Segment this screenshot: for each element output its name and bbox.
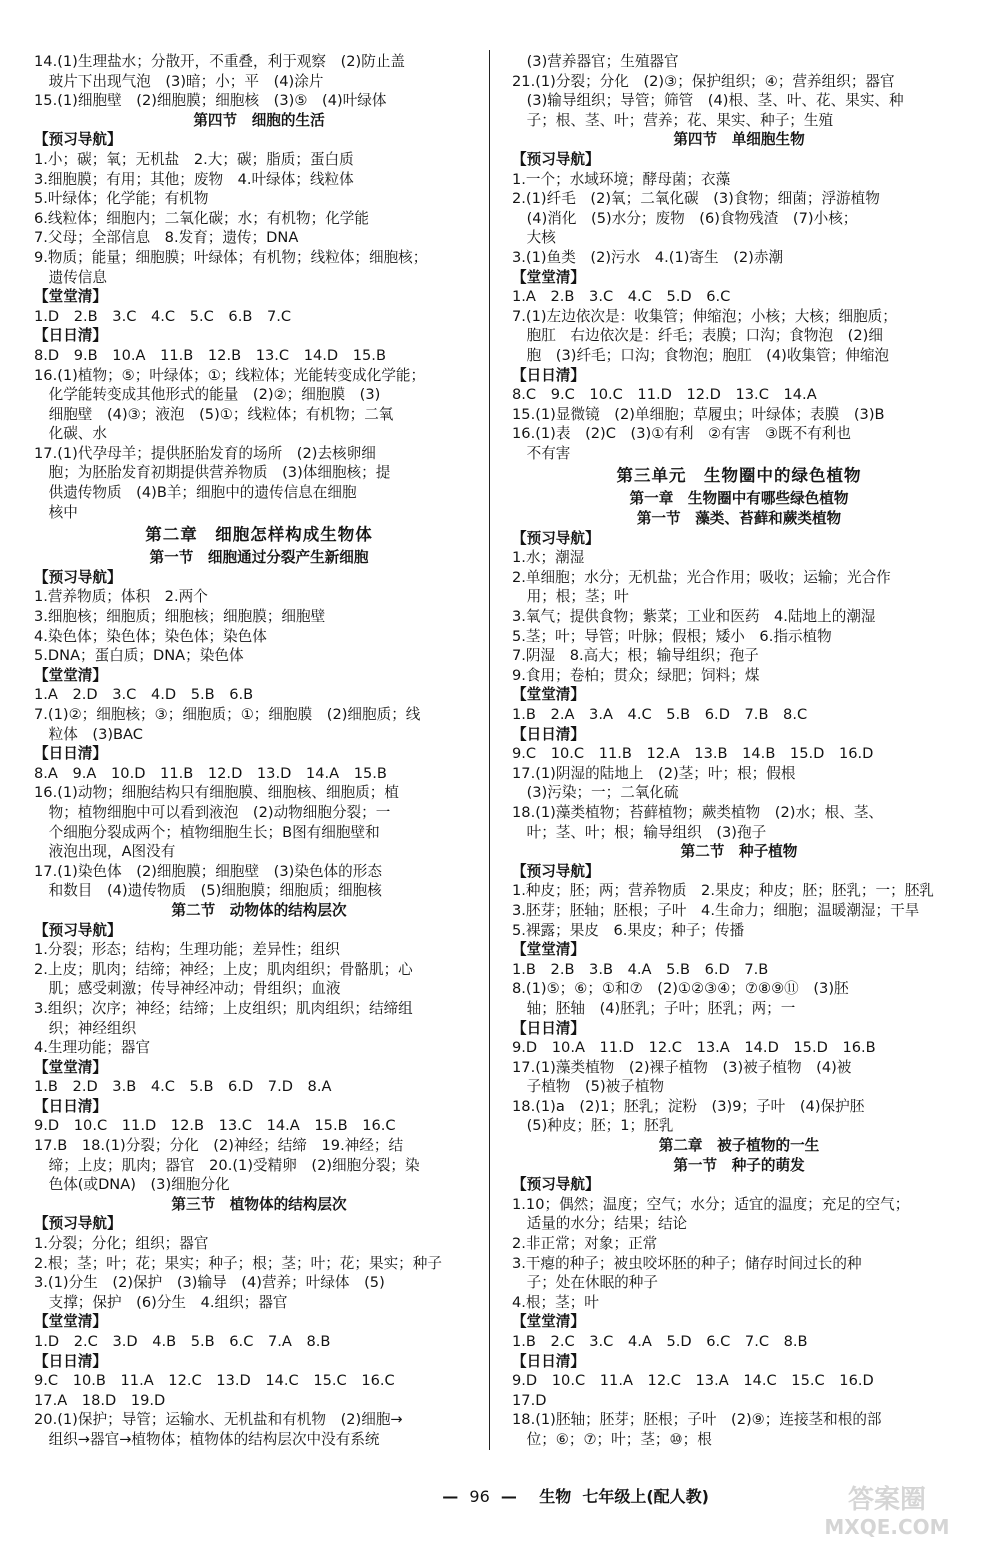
answer-line: 3.干瘪的种子；被虫咬坏胚的种子；储存时间过长的种 <box>512 1254 862 1272</box>
answer-line: 6.线粒体；细胞内；二氧化碳；水；有机物；化学能 <box>34 209 369 227</box>
subsection-label: 【预习导航】 <box>512 862 600 880</box>
answer-line: 3.组织；次序；神经；结缔；上皮组织；肌肉组织；结缔组 <box>34 999 413 1017</box>
answer-line: 胞肛 右边依次是：纤毛；表膜；口沟；食物泡 (2)细 <box>512 327 883 345</box>
answer-line: 7.(1)左边依次是：收集管；伸缩泡；小核；大核；细胞质； <box>512 307 897 325</box>
answer-line: 16.(1)表 (2)C (3)①有利 ②有害 ③既不有利也 <box>512 425 851 443</box>
answer-line: 和数目 (4)遗传物质 (5)细胞膜；细胞质；细胞核 <box>34 882 382 900</box>
subsection-label: 【堂堂清】 <box>512 941 585 959</box>
section-heading: 第一节 细胞通过分裂产生新细胞 <box>149 549 369 567</box>
subsection-label: 【日日清】 <box>512 1019 585 1037</box>
answer-line: 1.10；偶然；温度；空气；水分；适宜的温度；充足的空气； <box>512 1195 910 1213</box>
answer-line: 用；根；茎；叶 <box>512 588 629 606</box>
answer-line: 3.细胞膜；有用；其他；废物 4.叶绿体；线粒体 <box>34 170 354 188</box>
subsection-label: 【日日清】 <box>512 366 585 384</box>
answer-line: 4.染色体；染色体；染色体；染色体 <box>34 627 267 645</box>
answer-line: 9.D 10.C 11.D 12.B 13.C 14.A 15.B 16.C <box>34 1117 396 1135</box>
answer-line: 1.一个；水域环境；酵母菌；衣藻 <box>512 170 731 188</box>
section-heading: 第三节 植物体的结构层次 <box>171 1195 347 1213</box>
answer-line: 胞；为胚胎发育初期提供营养物质 (3)体细胞核；提 <box>34 464 391 482</box>
answer-line: 9.物质；能量；细胞膜；叶绿体；有机物；线粒体；细胞核； <box>34 248 428 266</box>
answer-line: 1.B 2.A 3.A 4.C 5.B 6.D 7.B 8.C <box>512 706 808 723</box>
answer-line: 胞 (3)纤毛；口沟；食物泡；胞肛 (4)收集管；伸缩泡 <box>512 346 890 364</box>
answer-line: 17.(1)代孕母羊；提供胚胎发育的场所 (2)去核卵细 <box>34 444 376 462</box>
answer-line: 供遗传物质 (4)B羊；细胞中的遗传信息在细胞 <box>34 484 357 502</box>
subsection-label: 【堂堂清】 <box>512 1313 585 1331</box>
subsection-label: 【日日清】 <box>34 1352 107 1370</box>
subsection-label: 【预习导航】 <box>34 131 122 149</box>
section-heading: 第二节 动物体的结构层次 <box>171 901 347 919</box>
answer-line: 液泡出现，A图没有 <box>34 843 176 861</box>
subsection-label: 【预习导航】 <box>512 529 600 547</box>
answer-line: 1.D 2.B 3.C 4.C 5.C 6.B 7.C <box>34 307 292 325</box>
answer-line: 5.DNA；蛋白质；DNA；染色体 <box>34 647 244 665</box>
answer-line: 17.(1)阴湿的陆地上 (2)茎；叶；根；假根 <box>512 764 796 782</box>
section-heading: 第一章 生物圈中有哪些绿色植物 <box>629 490 849 508</box>
right-column <box>512 52 966 1450</box>
answer-line: 9.D 10.A 11.D 12.C 13.A 14.D 15.D 16.B <box>512 1039 876 1057</box>
section-heading: 第一节 种子的萌发 <box>673 1156 805 1174</box>
section-heading: 第二章 细胞怎样构成生物体 <box>145 525 373 545</box>
answer-line: 9.食用；卷柏；贯众；绿肥；饲料；煤 <box>512 666 760 684</box>
answer-line: 5.茎；叶；导管；叶脉；假根；矮小 6.指示植物 <box>512 627 832 645</box>
answer-line: 16.(1)动物；细胞结构只有细胞膜、细胞核、细胞质；植 <box>34 784 399 802</box>
answer-line: 叶；茎、叶；根；输导组织 (3)孢子 <box>512 823 767 841</box>
left-column <box>34 52 484 1450</box>
answer-line: 7.阴湿 8.高大；根；输导组织；孢子 <box>512 647 759 665</box>
answer-line: 8.A 9.A 10.D 11.B 12.D 13.D 14.A 15.B <box>34 764 387 782</box>
answer-line: 缔；上皮；肌肉；器官 20.(1)受精卵 (2)细胞分裂；染 <box>34 1156 420 1174</box>
answer-line: 2.单细胞；水分；无机盐；光合作用；吸收；运输；光合作 <box>512 568 891 586</box>
answer-line: 3.(1)分生 (2)保护 (3)输导 (4)营养；叶绿体 (5) <box>34 1274 385 1292</box>
answer-line: 9.C 10.C 11.B 12.A 13.B 14.B 15.D 16.D <box>512 745 874 763</box>
watermark-text-top: 答案圈 <box>847 1485 927 1515</box>
answer-line: 7.(1)②；细胞核；③；细胞质；①；细胞膜 (2)细胞质；线 <box>34 706 421 723</box>
answer-line: 遗传信息 <box>34 268 107 286</box>
answer-line: (3)输导组织；导管；筛管 (4)根、茎、叶、花、果实、种 <box>512 92 904 110</box>
watermark-text-bottom: MXQE.COM <box>824 1515 950 1539</box>
answer-line: 1.小；碳；氧；无机盐 2.大；碳；脂质；蛋白质 <box>34 150 354 168</box>
answer-line: 2.非正常；对象；正常 <box>512 1235 658 1253</box>
column-divider <box>489 50 490 1450</box>
answer-line: 9.C 10.B 11.A 12.C 13.D 14.C 15.C 16.C <box>34 1372 395 1390</box>
answer-line: 大核 <box>512 229 556 247</box>
answer-line: 适量的水分；结果；结论 <box>512 1215 688 1233</box>
answer-line: 18.(1)a (2)1；胚乳；淀粉 (3)9；子叶 (4)保护胚 <box>512 1097 865 1115</box>
answer-line: 组织→器官→植物体；植物体的结构层次中没有系统 <box>34 1430 380 1448</box>
answer-line: 1.A 2.D 3.C 4.D 5.B 6.B <box>34 686 254 704</box>
answer-line: (5)种皮；胚；1；胚乳 <box>512 1117 674 1135</box>
answer-line: 1.B 2.B 3.B 4.A 5.B 6.D 7.B <box>512 960 769 978</box>
answer-line: 18.(1)胚轴；胚芽；胚根；子叶 (2)⑨；连接茎和根的部 <box>512 1411 882 1429</box>
answer-line: 支撑；保护 (6)分生 4.组织；器官 <box>34 1293 288 1311</box>
section-heading: 第一节 藻类、苔藓和蕨类植物 <box>636 510 842 528</box>
answer-line: 1.D 2.C 3.D 4.B 5.B 6.C 7.A 8.B <box>34 1333 331 1350</box>
answer-line: 1.水；潮湿 <box>512 549 585 567</box>
answer-line: 17.(1)染色体 (2)细胞膜；细胞壁 (3)染色体的形态 <box>34 862 382 880</box>
subsection-label: 【日日清】 <box>34 327 107 345</box>
section-heading: 第四节 细胞的生活 <box>193 111 325 129</box>
subsection-label: 【日日清】 <box>512 1352 585 1370</box>
answer-line: 化碳、水 <box>34 425 107 443</box>
answer-line: 1.A 2.B 3.C 4.C 5.D 6.C <box>512 288 731 306</box>
answer-line: 2.(1)纤毛 (2)氧；二氧化碳 (3)食物；细菌；浮游植物 <box>512 190 880 208</box>
answer-line: 位；⑥；⑦；叶；茎；⑩；根 <box>512 1430 712 1448</box>
answer-line: 2.上皮；肌肉；结缔；神经；上皮；肌肉组织；骨骼肌；心 <box>34 960 413 978</box>
section-heading: 第二节 种子植物 <box>680 843 798 861</box>
footer-subject: 生物 <box>539 1487 572 1506</box>
answer-line: 肌；感受刺激；传导神经冲动；骨组织；血液 <box>34 980 341 998</box>
answer-line: 14.(1)生理盐水；分散开，不重叠，利于观察 (2)防止盖 <box>34 53 406 70</box>
answer-line: 1.种皮；胚；两；营养物质 2.果皮；种皮；胚；胚乳；一；胚乳 <box>512 882 934 900</box>
subsection-label: 【堂堂清】 <box>512 268 585 286</box>
answer-line: 18.(1)藻类植物；苔藓植物；蕨类植物 (2)水；根、茎、 <box>512 803 884 821</box>
answer-line: 3.(1)鱼类 (2)污水 4.(1)寄生 (2)赤潮 <box>512 248 784 266</box>
answer-line: 15.(1)细胞壁 (2)细胞膜；细胞核 (3)⑤ (4)叶绿体 <box>34 92 387 110</box>
answer-line: (3)营养器官；生殖器官 <box>512 53 679 70</box>
subsection-label: 【堂堂清】 <box>34 1058 107 1076</box>
answer-line: 个细胞分裂成两个；植物细胞生长；B图有细胞壁和 <box>34 823 380 841</box>
answer-line: 化学能转变成其他形式的能量 (2)②；细胞膜 (3) <box>34 386 381 404</box>
section-heading: 第三单元 生物圈中的绿色植物 <box>616 466 862 486</box>
answer-line: 3.细胞核；细胞质；细胞核；细胞膜；细胞壁 <box>34 608 326 626</box>
answer-line: 2.根；茎；叶；花；果实；种子；根；茎；叶；花；果实；种子 <box>34 1254 442 1272</box>
subsection-label: 【预习导航】 <box>34 568 122 586</box>
answer-line: 织；神经组织 <box>34 1019 137 1037</box>
watermark-logo <box>792 1478 982 1540</box>
answer-line: 8.D 9.B 10.A 11.B 12.B 13.C 14.D 15.B <box>34 346 386 364</box>
answer-line: 1.营养物质；体积 2.两个 <box>34 588 208 606</box>
subsection-label: 【堂堂清】 <box>34 1313 107 1331</box>
answer-line: (4)消化 (5)水分；废物 (6)食物残渣 (7)小核； <box>512 209 858 227</box>
answer-line: 21.(1)分裂；分化 (2)③；保护组织；④；营养组织；器官 <box>512 72 895 90</box>
answer-line: 5.裸露；果皮 6.果皮；种子；传播 <box>512 921 745 939</box>
answer-line: 17.D <box>512 1391 547 1409</box>
subsection-label: 【堂堂清】 <box>34 666 107 684</box>
answer-line: 16.(1)植物；⑤；叶绿体；①；线粒体；光能转变成化学能； <box>34 366 426 384</box>
answer-line: 子；根、茎、叶；营养；花、果实、种子；生殖 <box>512 111 834 129</box>
answer-line: 玻片下出现气泡 (3)暗；小；平 (4)涂片 <box>34 72 324 90</box>
subsection-label: 【日日清】 <box>512 725 585 743</box>
answer-line: 4.生理功能；器官 <box>34 1039 151 1057</box>
answer-line: 物；植物细胞中可以看到液泡 (2)动物细胞分裂；一 <box>34 803 391 821</box>
answer-line: 4.根；茎；叶 <box>512 1293 599 1311</box>
answer-line: 3.胚芽；胚轴；胚根；子叶 4.生命力；细胞；温暖潮湿；干旱 <box>512 901 920 919</box>
answer-line: 1.B 2.C 3.C 4.A 5.D 6.C 7.C 8.B <box>512 1333 808 1350</box>
answer-line: 17.(1)藻类植物 (2)裸子植物 (3)被子植物 (4)被 <box>512 1058 852 1076</box>
answer-line: 15.(1)显微镜 (2)单细胞；草履虫；叶绿体；表膜 (3)B <box>512 405 885 423</box>
answer-line: 细胞壁 (4)③；液泡 (5)①；线粒体；有机物；二氧 <box>34 405 394 423</box>
answer-line: 7.父母；全部信息 8.发育；遗传；DNA <box>34 229 299 247</box>
page-number: 96 <box>469 1487 490 1506</box>
answer-line: 8.C 9.C 10.C 11.D 12.D 13.C 14.A <box>512 386 817 404</box>
subsection-label: 【预习导航】 <box>34 921 122 939</box>
answer-line: 5.叶绿体；化学能；有机物 <box>34 190 209 208</box>
subsection-label: 【预习导航】 <box>512 150 600 168</box>
answer-line: 粒体 (3)BAC <box>34 725 143 743</box>
answer-line: 17.B 18.(1)分裂；分化 (2)神经；结缔 19.神经；结 <box>34 1137 404 1155</box>
subsection-label: 【预习导航】 <box>512 1176 600 1194</box>
answer-line: (3)污染；一；二氧化硫 <box>512 784 679 802</box>
answer-line: 不有害 <box>512 444 571 462</box>
answer-line: 轴；胚轴 (4)胚乳；子叶；胚乳；两；一 <box>512 999 796 1017</box>
answer-line: 3.氧气；提供食物；紫菜；工业和医药 4.陆地上的潮湿 <box>512 608 876 626</box>
subsection-label: 【堂堂清】 <box>512 686 585 704</box>
answer-line: 子；处在休眠的种子 <box>512 1274 658 1292</box>
answer-line: 8.(1)⑤；⑥；①和⑦ (2)①②③④；⑦⑧⑨⑪ (3)胚 <box>512 980 849 998</box>
subsection-label: 【日日清】 <box>34 745 107 763</box>
answer-line: 色体(或DNA) (3)细胞分化 <box>34 1176 230 1194</box>
answer-line: 1.分裂；形态；结构；生理功能；差异性；组织 <box>34 941 340 959</box>
answer-line: 核中 <box>34 503 78 521</box>
subsection-label: 【预习导航】 <box>34 1215 122 1233</box>
section-heading: 第四节 单细胞生物 <box>673 131 805 149</box>
subsection-label: 【堂堂清】 <box>34 288 107 306</box>
answer-line: 1.B 2.D 3.B 4.C 5.B 6.D 7.D 8.A <box>34 1078 332 1096</box>
answer-line: 17.A 18.D 19.D <box>34 1391 166 1409</box>
answer-line: 子植物 (5)被子植物 <box>512 1078 665 1096</box>
footer-grade: 七年级上(配人教) <box>582 1487 709 1506</box>
subsection-label: 【日日清】 <box>34 1097 107 1115</box>
answer-line: 9.D 10.C 11.A 12.C 13.A 14.C 15.C 16.D <box>512 1372 874 1390</box>
section-heading: 第二章 被子植物的一生 <box>658 1137 820 1155</box>
answer-line: 1.分裂；分化；组织；器官 <box>34 1235 209 1253</box>
page-footer: — 96 — 生物 七年级上(配人教) <box>442 1487 709 1506</box>
answer-line: 20.(1)保护；导管；运输水、无机盐和有机物 (2)细胞→ <box>34 1411 403 1429</box>
